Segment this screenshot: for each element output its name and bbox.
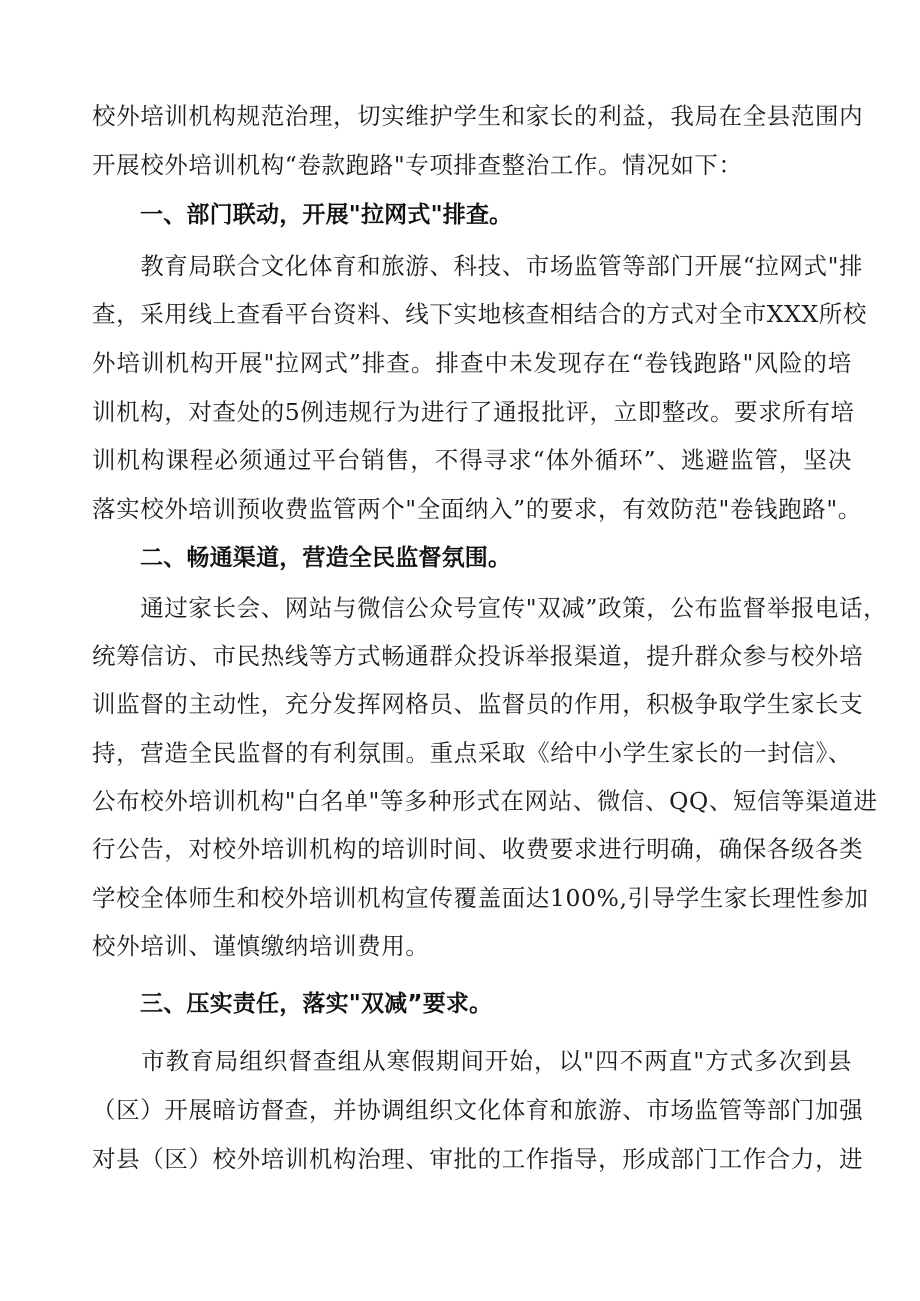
paragraph-line: 对县（区）校外培训机构治理、审批的工作指导，形成部门工作合力，进	[92, 1145, 864, 1173]
paragraph-line: 公布校外培训机构"白名单"等多种形式在网站、微信、QQ、短信等渠道进	[92, 787, 878, 815]
paragraph-line: 教育局联合文化体育和旅游、科技、市场监管等部门开展“拉网式"排	[92, 252, 864, 280]
section-heading: 一、部门联动，开展"拉网式"排查。	[140, 202, 513, 228]
paragraph-line: 查，采用线上查看平台资料、线下实地核查相结合的方式对全市XXX所校	[92, 300, 867, 328]
section-heading: 二、畅通渠道，营造全民监督氛围。	[140, 545, 512, 571]
paragraph-line: （区）开展暗访督查，并协调组织文化体育和旅游、市场监管等部门加强	[92, 1096, 864, 1124]
paragraph-line: 学校全体师生和校外培训机构宣传覆盖面达100%,引导学生家长理性参加	[92, 884, 869, 912]
paragraph-line: 校外培训、谨慎缴纳培训费用。	[92, 932, 430, 960]
paragraph-line: 统筹信访、市民热线等方式畅通群众投诉举报渠道，提升群众参与校外培	[92, 642, 864, 670]
paragraph-line: 持，营造全民监督的有利氛围。重点采取《给中小学生家长的一封信》、	[92, 739, 852, 767]
paragraph-line: 训机构课程必须通过平台销售，不得寻求“体外循环”、逃避监管，坚决	[92, 446, 852, 474]
paragraph-line: 校外培训机构规范治理，切实维护学生和家长的利益，我局在全县范围内	[92, 102, 864, 130]
paragraph-line: 训机构，对查处的5例违规行为进行了通报批评，立即整改。要求所有培	[92, 398, 855, 426]
paragraph-line: 训监督的主动性，充分发挥网格员、监督员的作用，积极争取学生家长支	[92, 690, 864, 718]
paragraph-line: 行公告，对校外培训机构的培训时间、收费要求进行明确，确保各级各类	[92, 835, 864, 863]
paragraph-line: 通过家长会、网站与微信公众号宣传"双减”政策，公布监督举报电话，	[92, 594, 888, 622]
section-heading: 三、压实责任，落实"双减”要求。	[140, 991, 493, 1017]
paragraph-line: 外培训机构开展"拉网式”排查。排查中未发现存在“卷钱跑路"风险的培	[92, 349, 852, 377]
paragraph-line: 市教育局组织督查组从寒假期间开始，以"四不两直"方式多次到县	[92, 1047, 852, 1075]
paragraph-line: 落实校外培训预收费监管两个"全面纳入”的要求，有效防范"卷钱跑路"。	[92, 495, 862, 523]
paragraph-line: 开展校外培训机构“卷款跑路"专项排查整治工作。情况如下：	[92, 151, 743, 179]
